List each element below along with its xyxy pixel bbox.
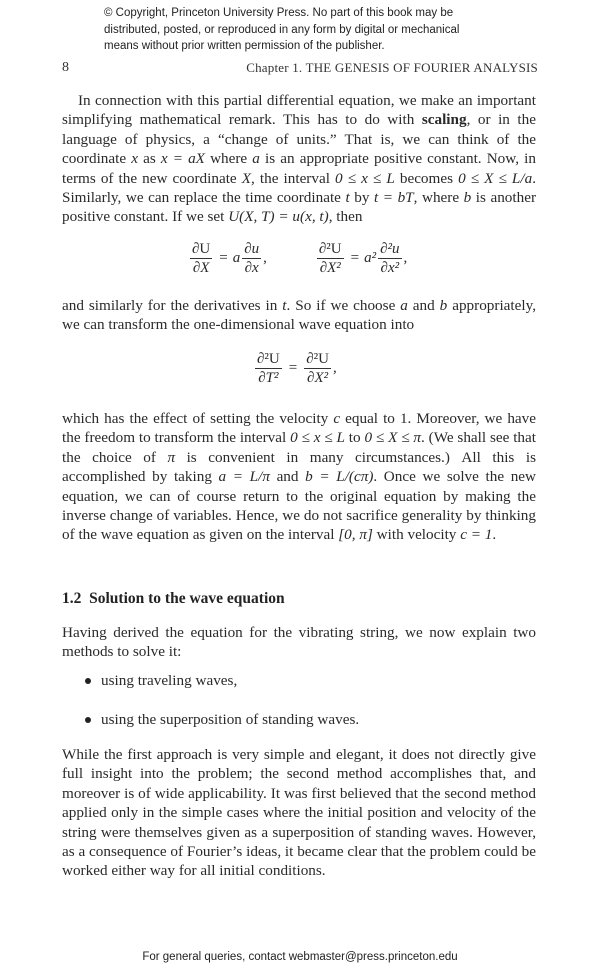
text: and similarly for the derivatives in bbox=[62, 297, 283, 314]
math: 0 ≤ x ≤ L bbox=[290, 429, 345, 447]
text: . (We shall see that the choice of bbox=[62, 429, 536, 466]
section-number: 1.2 bbox=[62, 590, 82, 607]
text: , where bbox=[413, 189, 464, 207]
text: is convenient in many circumstances.) All this is accomplished by taking bbox=[62, 448, 536, 486]
math: t = bT bbox=[374, 189, 414, 207]
math: X bbox=[241, 169, 252, 187]
numerator: ∂u bbox=[244, 241, 260, 257]
comma: , bbox=[332, 360, 337, 376]
chapter-title: Chapter 1. THE GENESIS OF FOURIER ANALYSIS bbox=[246, 60, 538, 75]
numerator: ∂²U bbox=[257, 351, 280, 367]
paragraph-scaling bbox=[62, 91, 536, 227]
numerator: ∂²u bbox=[380, 241, 400, 257]
equals: = bbox=[288, 360, 298, 376]
math: a bbox=[400, 297, 408, 314]
fraction bbox=[255, 350, 282, 387]
text: In connection with this partial differential equation, we make an important simplifying mathematical remark. This has to do with bbox=[62, 92, 536, 129]
math: b bbox=[463, 189, 472, 207]
copyright-line: © Copyright, Princeton University Press. No part of this book may be bbox=[104, 7, 454, 19]
math: 0 ≤ X ≤ L/a bbox=[458, 169, 533, 187]
equation-normalized-wave bbox=[253, 350, 337, 387]
comma: , bbox=[403, 250, 408, 266]
math: b = L/(cπ) bbox=[305, 468, 374, 486]
list-item-text: using traveling waves, bbox=[101, 672, 238, 689]
bullet-icon bbox=[85, 717, 91, 723]
page-number: 8 bbox=[62, 60, 69, 75]
text: . bbox=[492, 526, 497, 544]
text: , or in the language of physics, a “change of units.” That is, we can think of the coordinate bbox=[62, 111, 536, 168]
text: where bbox=[204, 150, 253, 168]
paragraph-velocity bbox=[62, 409, 536, 545]
fraction bbox=[317, 240, 344, 277]
fraction bbox=[190, 240, 212, 277]
numerator: ∂²U bbox=[306, 351, 329, 367]
denominator: ∂x² bbox=[380, 260, 400, 276]
math: t bbox=[345, 189, 350, 207]
footer-contact: For general queries, contact webmaster@press.princeton.edu bbox=[142, 951, 458, 963]
bullet-icon bbox=[85, 678, 91, 684]
math: U(X, T) = u(x, t) bbox=[228, 208, 329, 226]
bold-term: scaling bbox=[421, 111, 467, 129]
text: which has the effect of setting the velocity bbox=[62, 410, 334, 427]
math: a bbox=[252, 150, 260, 168]
paragraph-approaches bbox=[62, 745, 536, 881]
copyright-notice bbox=[104, 5, 524, 55]
text: equal to 1. Moreover, we have the freedom to transform the interval bbox=[62, 410, 536, 447]
text: as bbox=[137, 150, 161, 168]
text: . So if we choose bbox=[286, 297, 401, 314]
denominator: ∂T² bbox=[258, 370, 279, 386]
math: x bbox=[131, 150, 138, 168]
text: by bbox=[349, 189, 374, 207]
text: . Once we solve the new equation, we can of course return to the original equation by making the inverse change of variables. Hence, we do not sacrifice generality by thinking of the wave equation as given on the interval bbox=[62, 468, 536, 544]
equals: = bbox=[350, 250, 360, 266]
denominator: ∂X² bbox=[307, 370, 329, 386]
text: , then bbox=[328, 208, 363, 226]
text: and bbox=[407, 297, 440, 314]
fraction bbox=[242, 240, 261, 277]
numerator: ∂U bbox=[192, 241, 211, 257]
denominator: ∂X² bbox=[319, 260, 341, 276]
coefficient: a² bbox=[364, 250, 377, 266]
equals: = bbox=[219, 250, 228, 266]
text: While the first approach is very simple and elegant, it does not directly give full insight into the problem; the second method accomplishes that, and moreover is of wide applicability. It was first believed that the second method applied only in the simple cases where the initial position and velocity of the string were themselves given as a superposition of standing waves. However, as a consequence of Fourier’s ideas, it became clear that the problem could be worked either way for all initial conditions. bbox=[62, 746, 536, 880]
math: t bbox=[282, 297, 287, 314]
math: π bbox=[167, 448, 176, 466]
list-item-text: using the superposition of standing waves. bbox=[101, 711, 360, 728]
text: , the interval bbox=[251, 169, 336, 187]
math: x = aX bbox=[160, 150, 205, 168]
list-item bbox=[85, 672, 237, 690]
section-title: Solution to the wave equation bbox=[89, 590, 285, 607]
text: is an appropriate positive constant. Now, in terms of the new coordinate bbox=[62, 150, 536, 187]
math: c = 1 bbox=[460, 526, 493, 544]
copyright-line: distributed, posted, or reproduced in any form by digital or mechanical bbox=[104, 23, 460, 36]
text: becomes bbox=[394, 169, 459, 187]
equation-derivative-scaling bbox=[188, 240, 407, 277]
fraction bbox=[304, 350, 331, 387]
text: with velocity bbox=[372, 526, 461, 544]
comma: , bbox=[263, 250, 267, 266]
copyright-line: means without prior written permission of the publisher. bbox=[104, 40, 385, 52]
math: c bbox=[333, 410, 341, 427]
section-heading bbox=[62, 590, 285, 608]
text: appropriately, we can transform the one-dimensional wave equation into bbox=[62, 297, 536, 334]
paragraph-transform bbox=[62, 296, 536, 335]
paragraph-methods-intro bbox=[62, 623, 536, 662]
math: 0 ≤ X ≤ π bbox=[364, 429, 422, 447]
math: 0 ≤ x ≤ L bbox=[335, 169, 395, 187]
text: . Similarly, we can replace the time coordinate bbox=[62, 169, 536, 207]
text: and bbox=[269, 468, 306, 486]
fraction bbox=[378, 240, 401, 277]
math: a = L/π bbox=[218, 468, 270, 486]
coefficient: a bbox=[232, 250, 241, 266]
text: to bbox=[344, 429, 365, 447]
text: is another positive constant. If we set bbox=[62, 189, 537, 226]
denominator: ∂x bbox=[244, 260, 259, 276]
list-item bbox=[85, 711, 359, 729]
math: b bbox=[439, 297, 448, 314]
denominator: ∂X bbox=[192, 260, 210, 276]
text: Having derived the equation for the vibrating string, we now explain two methods to solve it: bbox=[62, 624, 536, 661]
numerator: ∂²U bbox=[318, 241, 342, 257]
math: [0, π] bbox=[338, 526, 373, 544]
